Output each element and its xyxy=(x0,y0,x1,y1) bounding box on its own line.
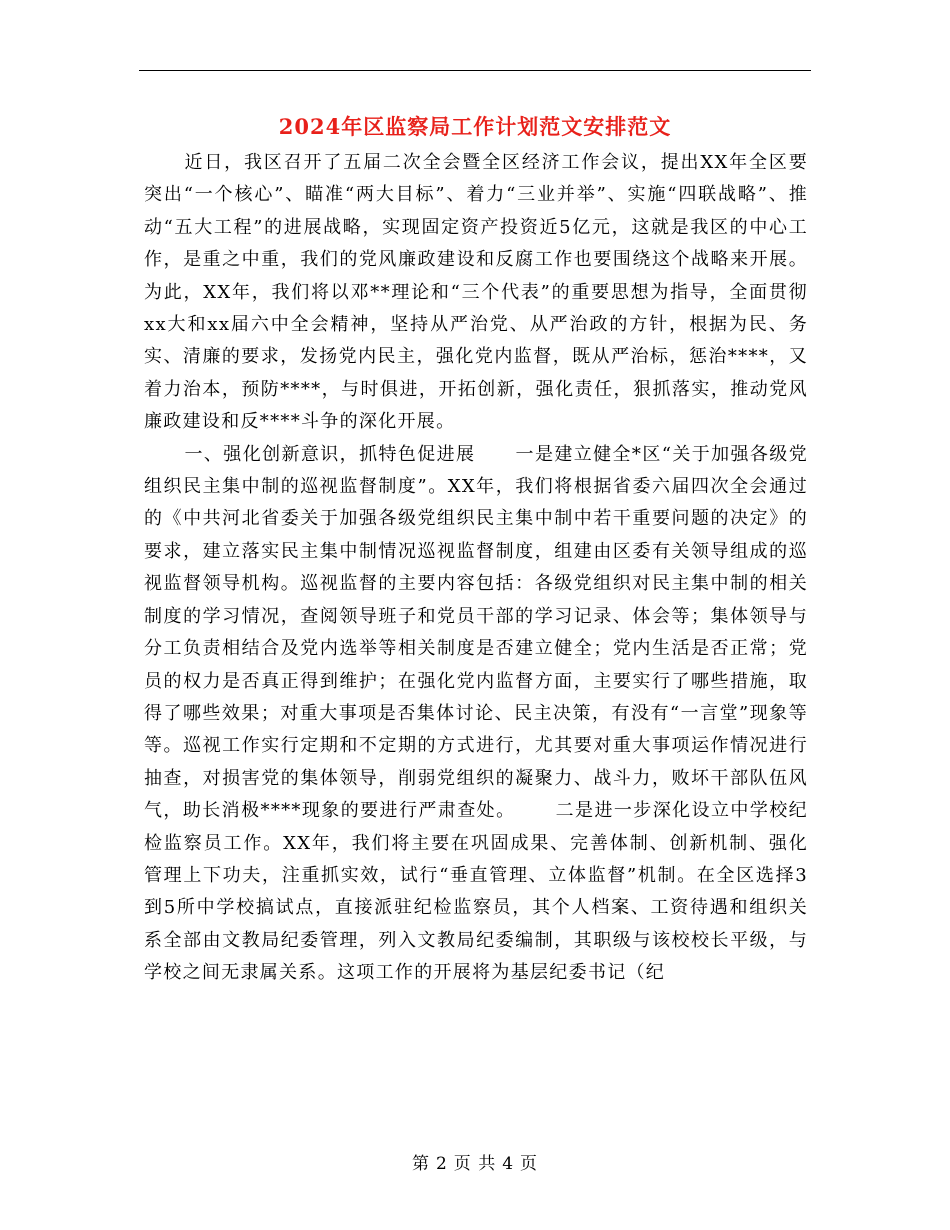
section-one-heading: 一、强化创新意识，抓特色促进展 xyxy=(184,443,476,465)
page-footer xyxy=(0,1152,950,1176)
paragraph-section-one xyxy=(144,439,808,990)
paragraph-intro xyxy=(144,147,808,439)
footer-page-number: 2 xyxy=(435,1154,448,1174)
footer-middle: 页 共 xyxy=(453,1154,497,1174)
section-one-point-one: 一是建立健全*区“关于加强各级党组织民主集中制的巡视监督制度”。XX年，我们将根据省委六届四次全会通过的《中共河北省委关于加强各级党组织民主集中制中若干重要问题的决定》的要求，建立落实民主集中制情况巡视监督制度，组建由区委有关领导组成的巡视监督领导机构。巡视监督的主要内容包括：各级党组织对民主集中制的相关制度的学习情况，查阅领导班子和党员干部的学习记录、体会等；集体领导与分工负责相结合及党内选举等相关制度是否建立健全；党内生活是否正常；党员的权力是否真正得到维护；在强化党内监督方面，主要实行了哪些措施，取得了哪些效果；对重大事项是否集体讨论、民主决策，有没有“一言堂”现象等等。巡视工作实行定期和不定期的方式进行，尤其要对重大事项运作情况进行抽查，对损害党的集体领导，削弱党组织的凝聚力、战斗力，败坏干部队伍风气，助长消极****现象的要进行严肃查处。 xyxy=(144,443,808,822)
section-one-point-two: 二是进一步深化设立中学校纪检监察员工作。XX年，我们将主要在巩固成果、完善体制、创新机制、强化管理上下功夫，注重抓实效，试行“垂直管理、立体监督”机制。在全区选择3到5所中学校搞试点，直接派驻纪检监察员，其个人档案、工资待遇和组织关系全部由文教局纪委管理，列入文教局纪委编制，其职级与该校校长平级，与学校之间无隶属关系。这项工作的开展将为基层纪委书记（纪 xyxy=(144,800,808,984)
document-body xyxy=(144,147,808,990)
document-title: 2024年区监察局工作计划范文安排范文 xyxy=(278,114,672,139)
header-rule xyxy=(139,70,811,71)
footer-total-pages: 4 xyxy=(502,1154,515,1174)
paragraph-intro-text: 近日，我区召开了五届二次全会暨全区经济工作会议，提出XX年全区要突出“一个核心”、瞄准“两大目标”、着力“三业并举”、实施“四联战略”、推动“五大工程”的进展战略，实现固定资产投资近5亿元，这就是我区的中心工作，是重之中重，我们的党风廉政建设和反腐工作也要围绕这个战略来开展。为此，XX年，我们将以邓**理论和“三个代表”的重要思想为指导，全面贯彻xx大和xx届六中全会精神，坚持从严治党、从严治政的方针，根据为民、务实、清廉的要求，发扬党内民主，强化党内监督，既从严治标，惩治****，又着力治本，预防****，与时俱进，开拓创新，强化责任，狠抓落实，推动党风廉政建设和反****斗争的深化开展。 xyxy=(144,152,808,433)
footer-prefix: 第 xyxy=(411,1154,430,1174)
footer-suffix: 页 xyxy=(520,1154,539,1174)
